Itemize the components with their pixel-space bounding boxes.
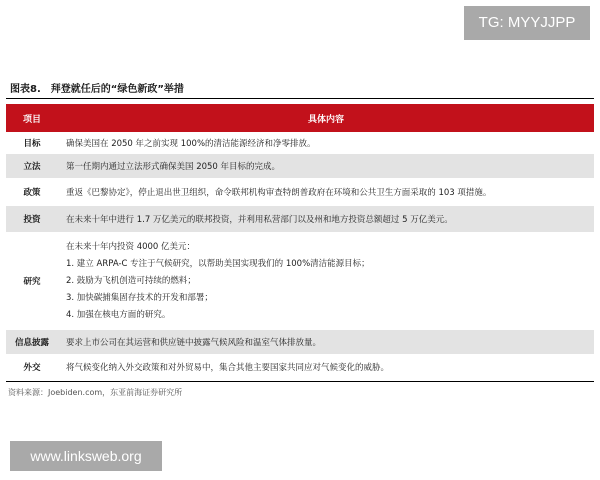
row-key: 立法 [6,154,58,179]
row-content: 要求上市公司在其运营和供应链中披露气候风险和温室气体排放量。 [58,330,594,355]
row-key: 外交 [6,355,58,380]
research-line: 1. 建立 ARPA-C 专注于气候研究，以帮助美国实现我们的 100%清洁能源目标； [66,258,370,269]
row-content: 确保美国在 2050 年之前实现 100%的清洁能源经济和净零排放。 [58,133,594,154]
table-row [6,206,594,233]
row-key: 研究 [6,233,58,330]
research-line: 4. 加强在核电方面的研究。 [66,309,171,320]
research-line: 3. 加快碳捕集固存技术的开发和部署； [66,292,213,303]
figure-title [10,80,184,95]
row-content [58,233,594,330]
watermark-bottom: www.linksweb.org [10,441,162,471]
row-key: 目标 [6,133,58,154]
figure-number: 图表8. [10,84,41,95]
table-row [6,355,594,380]
research-line: 在未来十年内投资 4000 亿美元： [66,241,196,252]
research-line: 2. 鼓励为飞机创造可持续的燃料； [66,275,196,286]
bottom-rule [6,381,594,382]
table-row [6,179,594,206]
watermark-top: TG: MYYJJPP [464,6,590,40]
table-row [6,233,594,330]
table-row [6,330,594,355]
row-content: 在未来十年中进行 1.7 万亿美元的联邦投资，并利用私营部门以及州和地方投资总额超过 5 万亿美元。 [58,206,594,233]
row-key: 投资 [6,206,58,233]
header-content: 具体内容 [58,104,594,133]
row-content: 第一任期内通过立法形式确保美国 2050 年目标的完成。 [58,154,594,179]
row-content: 将气候变化纳入外交政策和对外贸易中，集合其他主要国家共同应对气候变化的威胁。 [58,355,594,380]
measures-table [6,104,594,379]
table-row [6,154,594,179]
row-key: 信息披露 [6,330,58,355]
source-note: 资料来源：Joebiden.com，东亚前海证券研究所 [8,388,183,397]
header-item: 项目 [6,104,58,133]
row-key: 政策 [6,179,58,206]
table-header-row [6,104,594,133]
row-content: 重返《巴黎协定》，停止退出世卫组织，命令联邦机构审查特朗普政府在环境和公共卫生方面采取的 103 项措施。 [58,179,594,206]
table-row [6,133,594,154]
top-rule [6,98,594,99]
figure-title-text: 拜登就任后的“绿色新政”举措 [50,84,184,95]
